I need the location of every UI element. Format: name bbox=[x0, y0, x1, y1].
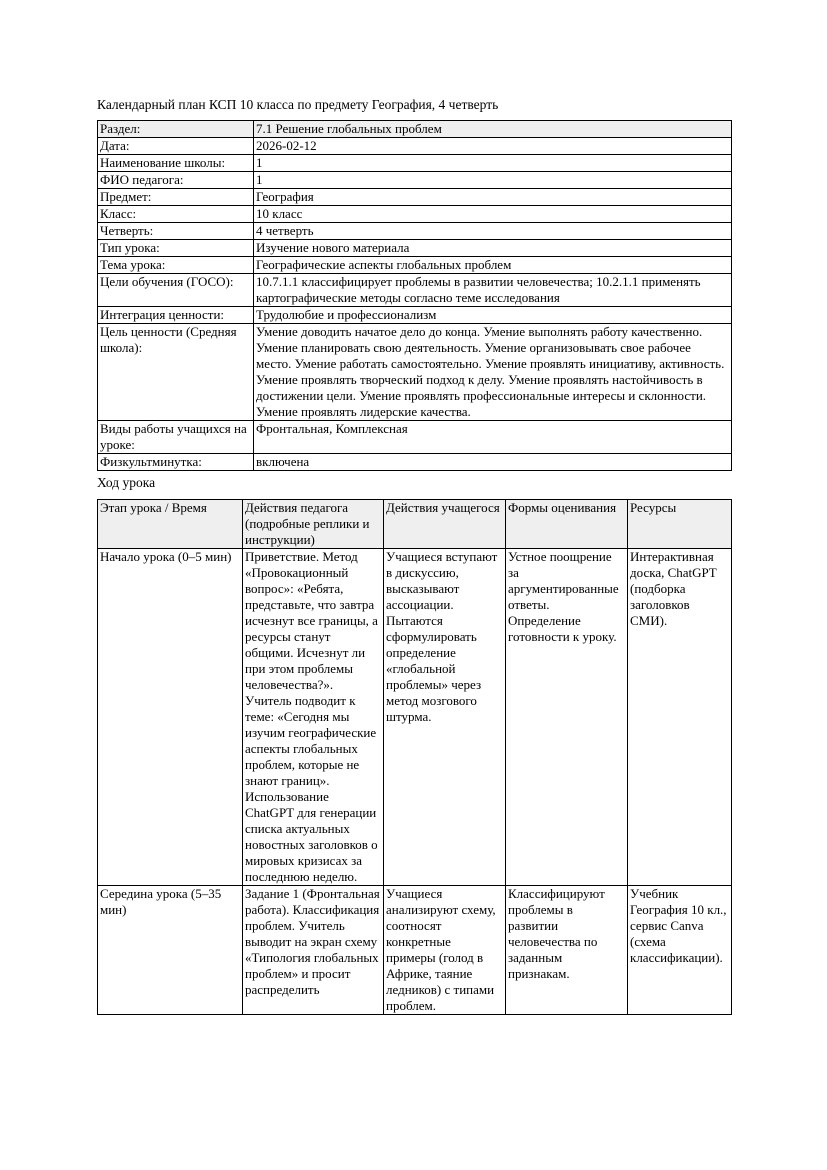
info-label: Цель ценности (Средняя школа): bbox=[98, 324, 254, 421]
student-actions-cell: Учащиеся анализируют схему, соотносят конкретные примеры (голод в Африке, таяние ледников) с типами проблем. bbox=[384, 886, 506, 1015]
table-row bbox=[98, 206, 732, 223]
info-value: Трудолюбие и профессионализм bbox=[254, 307, 732, 324]
table-row bbox=[98, 189, 732, 206]
column-header-stage: Этап урока / Время bbox=[98, 500, 243, 549]
info-value: Географические аспекты глобальных проблем bbox=[254, 257, 732, 274]
info-label: Четверть: bbox=[98, 223, 254, 240]
info-value: Умение доводить начатое дело до конца. Умение выполнять работу качественно. Умение планировать свою деятельность. Умение организовывать свое рабочее место. Умение работать самостоятельно. Умение проявлять инициативу, активность. Умение проявлять творческий подход к делу. Умение проявлять настойчивость в достижении цели. Умение проявлять профессиональные интересы и склонности. Умение проявлять лидерские качества. bbox=[254, 324, 732, 421]
table-row bbox=[98, 257, 732, 274]
info-value: 1 bbox=[254, 155, 732, 172]
page-title: Календарный план КСП 10 класса по предмету География, 4 четверть bbox=[97, 97, 499, 112]
teacher-actions-cell: Задание 1 (Фронтальная работа). Классификация проблем. Учитель выводит на экран схему «Типология глобальных проблем» и просит распределить bbox=[243, 886, 384, 1015]
info-label: Дата: bbox=[98, 138, 254, 155]
info-label: Физкультминутка: bbox=[98, 454, 254, 471]
table-row bbox=[98, 549, 732, 886]
table-row bbox=[98, 886, 732, 1015]
info-label: Класс: bbox=[98, 206, 254, 223]
info-value: 2026-02-12 bbox=[254, 138, 732, 155]
table-row bbox=[98, 155, 732, 172]
info-value: 10 класс bbox=[254, 206, 732, 223]
stage-cell: Начало урока (0–5 мин) bbox=[98, 549, 243, 886]
column-header-resources: Ресурсы bbox=[628, 500, 732, 549]
table-row bbox=[98, 454, 732, 471]
info-label: Виды работы учащихся на уроке: bbox=[98, 421, 254, 454]
table-row bbox=[98, 138, 732, 155]
column-header-student-actions: Действия учащегося bbox=[384, 500, 506, 549]
table-row bbox=[98, 172, 732, 189]
info-value: 7.1 Решение глобальных проблем bbox=[254, 121, 732, 138]
assessment-cell: Устное поощрение за аргументированные ответы. Определение готовности к уроку. bbox=[506, 549, 628, 886]
lesson-info-table bbox=[97, 120, 732, 471]
info-value: включена bbox=[254, 454, 732, 471]
table-row bbox=[98, 223, 732, 240]
lesson-flow-table bbox=[97, 499, 732, 1015]
column-header-assessment: Формы оценивания bbox=[506, 500, 628, 549]
info-label: Тема урока: bbox=[98, 257, 254, 274]
assessment-cell: Классифицируют проблемы в развитии человечества по заданным признакам. bbox=[506, 886, 628, 1015]
table-row bbox=[98, 421, 732, 454]
info-value: География bbox=[254, 189, 732, 206]
table-row bbox=[98, 324, 732, 421]
table-header-row bbox=[98, 500, 732, 549]
table-row bbox=[98, 274, 732, 307]
teacher-actions-cell: Приветствие. Метод «Провокационный вопрос»: «Ребята, представьте, что завтра исчезнут все границы, а ресурсы станут общими. Исчезнут ли при этом проблемы человечества?». Учитель подводит к теме: «Сегодня мы изучим географические аспекты глобальных проблем, которые не знают границ». Использование ChatGPT для генерации списка актуальных новостных заголовков о мировых кризисах за последнюю неделю. bbox=[243, 549, 384, 886]
info-label: Тип урока: bbox=[98, 240, 254, 257]
info-value: 10.7.1.1 классифицирует проблемы в развитии человечества; 10.2.1.1 применять картографические методы согласно теме исследования bbox=[254, 274, 732, 307]
info-label: Интеграция ценности: bbox=[98, 307, 254, 324]
info-label: ФИО педагога: bbox=[98, 172, 254, 189]
table-row bbox=[98, 307, 732, 324]
info-label: Раздел: bbox=[98, 121, 254, 138]
column-header-teacher-actions: Действия педагога (подробные реплики и инструкции) bbox=[243, 500, 384, 549]
info-value: 4 четверть bbox=[254, 223, 732, 240]
resources-cell: Учебник География 10 кл., сервис Canva (схема классификации). bbox=[628, 886, 732, 1015]
resources-cell: Интерактивная доска, ChatGPT (подборка заголовков СМИ). bbox=[628, 549, 732, 886]
student-actions-cell: Учащиеся вступают в дискуссию, высказывают ассоциации. Пытаются сформулировать определение «глобальной проблемы» через метод мозгового штурма. bbox=[384, 549, 506, 886]
stage-cell: Середина урока (5–35 мин) bbox=[98, 886, 243, 1015]
table-row bbox=[98, 240, 732, 257]
info-label: Предмет: bbox=[98, 189, 254, 206]
table-row bbox=[98, 121, 732, 138]
info-value: Фронтальная, Комплексная bbox=[254, 421, 732, 454]
info-label: Цели обучения (ГОСО): bbox=[98, 274, 254, 307]
info-label: Наименование школы: bbox=[98, 155, 254, 172]
info-value: Изучение нового материала bbox=[254, 240, 732, 257]
section-heading: Ход урока bbox=[97, 475, 156, 490]
info-value: 1 bbox=[254, 172, 732, 189]
